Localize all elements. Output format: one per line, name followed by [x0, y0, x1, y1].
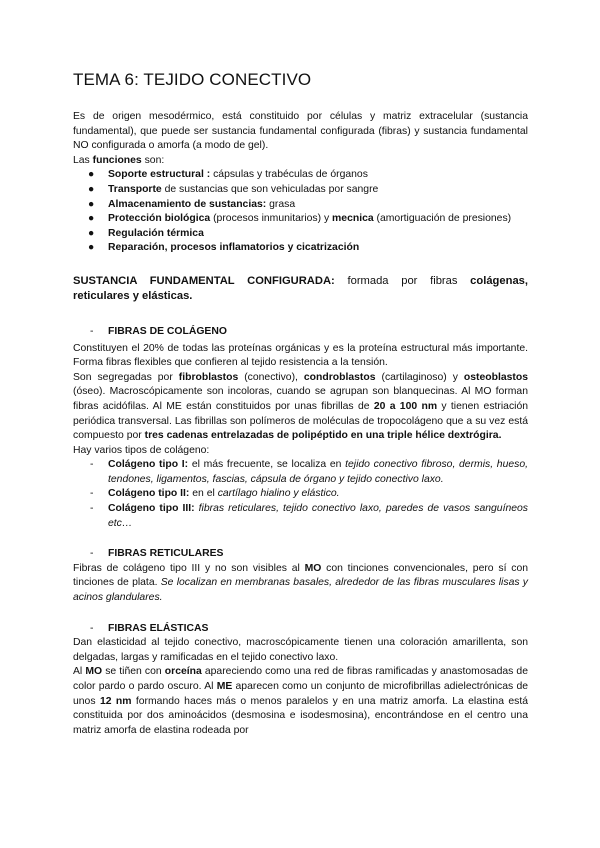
text-span: Fibras de colágeno tipo III y no son visibles al [73, 562, 305, 574]
text-span: de sustancias que son vehiculadas por sangre [161, 183, 379, 195]
bold-text: Colágeno tipo I: [108, 459, 189, 471]
list-item [88, 198, 528, 213]
italic-text: tejido conectivo fibroso, dermis, hueso, tendones, ligamentos, fascias, cápsula de órgano y tejido conectivo laxo. [108, 459, 528, 485]
functions-list [73, 168, 528, 256]
bold-text: orceína [164, 666, 202, 678]
bullet-icon: ● [88, 227, 95, 239]
heading-text: FIBRAS DE COLÁGENO [108, 325, 227, 337]
text-span: el más frecuente, se localiza en [188, 459, 346, 471]
bullet-icon: ● [88, 242, 95, 254]
heading-elasticas [73, 622, 528, 637]
text-span: (conectivo), [238, 371, 304, 383]
italic-text: cartílago hialino y elástico. [217, 488, 340, 500]
bold-text: Colágeno tipo II: [108, 488, 190, 500]
colageno-paragraph-1: Constituyen el 20% de todas las proteínas orgánicas y es la proteína estructural más importante. Forma fibras flexibles que confieren al tejido resistencia a la tensión. [73, 342, 528, 369]
heading-text: FIBRAS ELÁSTICAS [108, 622, 209, 634]
list-item [90, 487, 528, 502]
bold-text: MO [304, 562, 322, 574]
bold-text: MO [85, 666, 103, 678]
list-item [90, 458, 528, 487]
italic-text: Se localizan en membranas basales, alrededor de las fibras musculares lisas y acinos glandulares. [73, 577, 528, 604]
bold-text: 20 a 100 nm [373, 400, 438, 412]
text-span: en el [189, 488, 218, 500]
dash-icon: - [90, 488, 94, 500]
bullet-icon: ● [88, 198, 95, 210]
text-span: (óseo). Macroscópicamente son incoloras, cuando se agrupan son blanquecinas. Al MO forman fibras acidófilas. Al ME están constituidos por unas fibrillas de [73, 386, 528, 412]
text-span: Las [73, 154, 93, 166]
collagen-types-list [73, 458, 528, 531]
text-span: formada por fibras [334, 274, 471, 287]
bold-text: Reparación, procesos inflamatorios y cicatrización [108, 242, 360, 254]
text-span: (cartilaginoso) y [375, 371, 464, 383]
intro-paragraph: Es de origen mesodérmico, está constituido por células y matriz extracelular (sustancia fundamental), que puede ser sustancia fundamental configurada (fibras) y sustancia fundamental NO configurada o amorfa (a modo de gel). [73, 111, 528, 152]
page-title: TEMA 6: TEJIDO CONECTIVO [73, 70, 312, 89]
bold-text: Colágeno tipo III: [108, 503, 195, 515]
text-span: y tienen estriación periódica transversal. Las fibrillas son polímeros de moléculas de tropocolágeno que a su vez está compuesto por [73, 400, 529, 442]
italic-text: fibras reticulares, tejido conectivo laxo, paredes de vasos sanguíneos etc… [108, 503, 528, 529]
dash-icon: - [90, 459, 94, 471]
text-span: Al [73, 666, 86, 678]
text-span: grasa [266, 198, 296, 210]
dash-icon: - [90, 548, 94, 560]
list-item [88, 168, 528, 183]
reticulares-paragraph [73, 562, 528, 606]
heading-colageno [73, 325, 528, 340]
bullet-icon: ● [88, 213, 95, 225]
heading-reticulares [73, 547, 528, 562]
bold-text: condroblastos [303, 371, 376, 383]
text-span: Son segregadas por [73, 371, 179, 383]
text-span: aparecen como un conjunto de microfibrillas adielectrónicas de unos [73, 681, 528, 707]
bold-text: Protección biológica [108, 213, 211, 225]
bold-text: osteoblastos [463, 371, 528, 383]
elasticas-paragraph-2 [73, 665, 528, 738]
bold-text: Soporte estructural : [108, 169, 211, 181]
colageno-paragraph-2 [73, 371, 528, 444]
bold-text: funciones [92, 154, 142, 166]
bold-text: ME [216, 681, 233, 692]
bold-text: 12 nm [99, 695, 132, 707]
list-item [88, 241, 528, 256]
list-item [88, 212, 528, 227]
bold-text: mecnica [332, 213, 374, 225]
bold-text: colágenas, reticulares y elásticas. [73, 274, 528, 303]
bullet-icon: ● [88, 183, 95, 195]
list-item [88, 227, 528, 242]
elasticas-paragraph-1: Dan elasticidad al tejido conectivo, macroscópicamente tienen una coloración amarillenta, son delgadas, largas y ramificadas en el tejido conectivo laxo. [73, 637, 528, 663]
text-span: apareciendo como una red de fibras ramificadas y anastomosadas de color pardo o pardo oscuro. Al [73, 666, 528, 692]
text-span: formando haces más o menos paralelos y en una matriz amorfa. La elastina está constituida por dos aminoácidos (desmosina e isodesmosina), encontrándose en el centro una matriz amorfa de elastina rodeada por [73, 695, 529, 736]
heading-text: FIBRAS RETICULARES [108, 548, 224, 560]
bold-text: Regulación térmica [108, 227, 204, 239]
dash-icon: - [90, 325, 94, 337]
bold-text: SUSTANCIA FUNDAMENTAL CONFIGURADA: [73, 274, 335, 287]
bullet-icon: ● [88, 169, 95, 181]
text-span: son: [141, 154, 165, 166]
bold-text: Almacenamiento de sustancias: [108, 198, 267, 210]
dash-icon: - [90, 503, 94, 515]
colageno-paragraph-3: Hay varios tipos de colágeno: [73, 444, 210, 456]
bold-text: Transporte [108, 183, 162, 195]
text-span: cápsulas y trabéculas de órganos [210, 169, 368, 181]
list-item [90, 502, 528, 531]
text-span: (amortiguación de presiones) [373, 213, 512, 225]
bold-text: fibroblastos [178, 371, 239, 383]
text-span: (procesos inmunitarios) y [210, 213, 333, 225]
text-span: con tinciones convencionales, pero sí con tinciones de plata. [73, 562, 528, 589]
functions-intro [73, 154, 528, 169]
list-item [88, 183, 528, 198]
dash-icon: - [90, 622, 94, 634]
text-span: se tiñen con [102, 666, 165, 678]
bold-text: tres cadenas entrelazadas de polipéptido en una triple hélice dextrógira. [144, 430, 502, 442]
section-title-sustancia [73, 274, 528, 305]
